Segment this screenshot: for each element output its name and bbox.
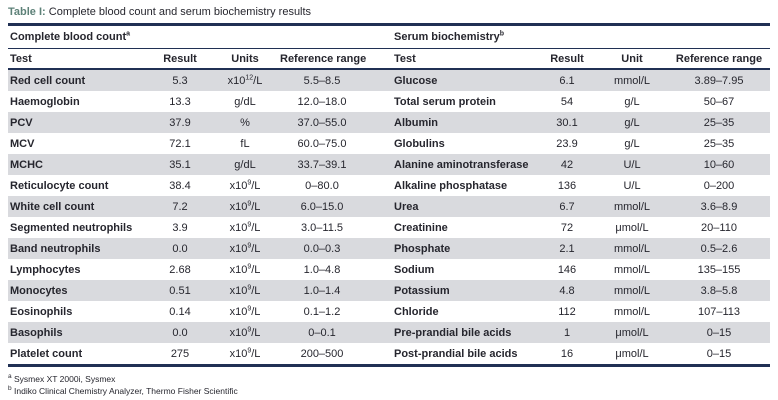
reference-range-cell: 200–500: [300, 347, 344, 360]
unit-cell: $x10^9/L$: [229, 304, 261, 318]
unit-exponent: 9: [247, 262, 252, 270]
col-header-refrange-left: Reference range: [280, 52, 367, 65]
unit-cell: U/L: [623, 158, 641, 171]
unit-exponent: 9: [247, 241, 252, 249]
reference-range-cell: 1.0–4.8: [303, 263, 341, 276]
unit-cell: $x10^9/L$: [229, 346, 261, 360]
unit-exponent: 9: [247, 178, 252, 186]
unit-cell: $x10^9/L$: [229, 199, 261, 213]
result-cell: 6.7: [559, 200, 575, 213]
test-name-cell: Urea: [394, 200, 419, 213]
unit-cell: μmol/L: [615, 347, 649, 360]
unit-exponent: 9: [247, 283, 252, 291]
test-name-cell: Reticulocyte count: [10, 179, 109, 192]
table-row: [8, 70, 770, 91]
footnote-a-text: Sysmex XT 2000i, Sysmex: [14, 374, 116, 384]
unit-cell: g/dL: [234, 95, 256, 108]
col-header-test-left: Test: [10, 52, 32, 65]
test-name-cell: Alkaline phosphatase: [394, 179, 508, 192]
col-header-test-right: Test: [394, 52, 416, 65]
table-row: [8, 175, 770, 196]
test-name-cell: Chloride: [394, 305, 439, 318]
result-cell: 54: [560, 95, 574, 108]
unit-cell: fL: [240, 137, 250, 150]
result-cell: 37.9: [169, 116, 191, 129]
unit-cell: mmol/L: [613, 263, 651, 276]
test-name-cell: Phosphate: [394, 242, 451, 255]
table-row: [8, 259, 770, 280]
unit-cell: $x10^9/L$: [229, 220, 261, 234]
col-header-result-left: Result: [163, 52, 197, 65]
result-cell: 7.2: [172, 200, 188, 213]
result-cell: 146: [557, 263, 577, 276]
table-title: [8, 5, 770, 20]
reference-range-cell: 12.0–18.0: [297, 95, 347, 108]
result-cell: 72.1: [169, 137, 191, 150]
reference-range-cell: 60.0–75.0: [297, 137, 347, 150]
reference-range-cell: 0–80.0: [305, 179, 339, 192]
reference-range-cell: 25–35: [703, 116, 735, 129]
result-cell: 23.9: [556, 137, 578, 150]
reference-range-cell: 3.89–7.95: [694, 74, 744, 87]
test-name-cell: Sodium: [394, 263, 435, 276]
test-name-cell: PCV: [10, 116, 33, 129]
unit-exponent: 9: [247, 325, 252, 333]
test-name-cell: Potassium: [394, 284, 450, 297]
table-row: [8, 112, 770, 133]
unit-cell: μmol/L: [615, 326, 649, 339]
test-name-cell: White cell count: [10, 200, 95, 213]
table-row: [8, 196, 770, 217]
unit-cell: $x10^9/L$: [229, 262, 261, 276]
reference-range-cell: 135–155: [697, 263, 741, 276]
footnote-b-marker: b: [8, 385, 12, 393]
bottom-rule: [8, 364, 770, 367]
footnote-a: [8, 373, 770, 385]
test-name-cell: Segmented neutrophils: [10, 221, 133, 234]
result-cell: 42: [560, 158, 574, 171]
test-name-cell: Platelet count: [10, 347, 83, 360]
unit-cell: mmol/L: [613, 200, 651, 213]
result-cell: 2.68: [169, 263, 191, 276]
footnote-b-text: Indiko Clinical Chemistry Analyzer, Thermo Fisher Scientific: [14, 386, 238, 396]
reference-range-cell: 0–15: [706, 326, 732, 339]
reference-range-cell: 3.0–11.5: [300, 221, 343, 234]
unit-cell: $x10^{12}/L$: [227, 73, 263, 87]
col-header-units-left: Units: [231, 52, 259, 65]
reference-range-cell: 3.6–8.9: [700, 200, 738, 213]
result-cell: 136: [557, 179, 577, 192]
reference-range-cell: 25–35: [703, 137, 735, 150]
table-row: [8, 280, 770, 301]
reference-range-cell: 10–60: [703, 158, 735, 171]
table-row: [8, 343, 770, 364]
table-row: [8, 133, 770, 154]
section-header-cbc: [8, 31, 364, 43]
test-name-cell: Alanine aminotransferase: [394, 158, 529, 171]
cbc-section-title: Complete blood count: [10, 31, 127, 43]
result-cell: 35.1: [169, 158, 191, 171]
table-title-text: Complete blood count and serum biochemistry results: [48, 6, 312, 18]
table-row: [8, 322, 770, 343]
serum-section-footnote-marker: b: [499, 30, 505, 38]
section-header-serum: [392, 31, 770, 43]
reference-range-cell: 0.1–1.2: [303, 305, 341, 318]
table-row: [8, 154, 770, 175]
test-name-cell: Globulins: [394, 137, 445, 150]
col-header-refrange-right: Reference range: [675, 52, 763, 65]
test-name-cell: Eosinophils: [10, 305, 73, 318]
test-name-cell: Band neutrophils: [10, 242, 101, 255]
result-cell: 4.8: [559, 284, 575, 297]
reference-range-cell: 1.0–1.4: [303, 284, 341, 297]
unit-cell: mmol/L: [613, 242, 651, 255]
table-number-label: Table I:: [8, 6, 46, 18]
reference-range-cell: 37.0–55.0: [297, 116, 347, 129]
reference-range-cell: 33.7–39.1: [297, 158, 347, 171]
unit-cell: g/L: [624, 137, 640, 150]
result-cell: 0.0: [172, 326, 188, 339]
reference-range-cell: 0.5–2.6: [700, 242, 738, 255]
result-cell: 2.1: [559, 242, 575, 255]
unit-cell: mmol/L: [613, 74, 651, 87]
cbc-section-footnote-marker: a: [126, 30, 131, 38]
test-name-cell: Basophils: [10, 326, 63, 339]
result-cell: 0.0: [172, 242, 188, 255]
result-cell: 16: [560, 347, 574, 360]
test-name-cell: MCV: [10, 137, 35, 150]
reference-range-cell: 107–113: [697, 305, 740, 318]
test-name-cell: Haemoglobin: [10, 95, 80, 108]
reference-range-cell: 20–110: [701, 221, 737, 234]
reference-range-cell: 6.0–15.0: [300, 200, 344, 213]
unit-cell: $x10^9/L$: [229, 178, 261, 192]
result-cell: 0.51: [169, 284, 191, 297]
unit-exponent: 12: [245, 73, 254, 81]
table-row: [8, 238, 770, 259]
unit-cell: mmol/L: [613, 284, 651, 297]
result-cell: 38.4: [169, 179, 191, 192]
col-header-unit-right: Unit: [621, 52, 643, 65]
unit-cell: μmol/L: [615, 221, 649, 234]
unit-exponent: 9: [247, 220, 252, 228]
footnotes: [8, 373, 770, 397]
result-cell: 112: [558, 305, 576, 318]
result-cell: 1: [563, 326, 571, 339]
test-name-cell: Post-prandial bile acids: [394, 347, 518, 360]
unit-exponent: 9: [247, 304, 252, 312]
table-row: [8, 301, 770, 322]
test-name-cell: Pre-prandial bile acids: [394, 326, 512, 339]
result-cell: 13.3: [169, 95, 191, 108]
result-cell: 30.1: [556, 116, 578, 129]
test-name-cell: Monocytes: [10, 284, 68, 297]
test-name-cell: MCHC: [10, 158, 43, 171]
test-name-cell: Red cell count: [10, 74, 86, 87]
table-body: [8, 70, 770, 364]
serum-section-title: Serum biochemistry: [394, 31, 500, 43]
result-cell: 72: [560, 221, 574, 234]
reference-range-cell: 0–0.1: [308, 326, 336, 339]
test-name-cell: Creatinine: [394, 221, 448, 234]
unit-cell: g/dL: [234, 158, 256, 171]
unit-cell: $x10^9/L$: [229, 283, 261, 297]
unit-cell: g/L: [624, 95, 640, 108]
reference-range-cell: 0.0–0.3: [303, 242, 341, 255]
reference-range-cell: 0–15: [706, 347, 732, 360]
reference-range-cell: 5.5–8.5: [303, 74, 341, 87]
column-header-row: [8, 49, 770, 68]
result-cell: 275: [170, 347, 190, 360]
unit-exponent: 9: [247, 346, 252, 354]
reference-range-cell: 3.8–5.8: [700, 284, 738, 297]
footnote-b: [8, 385, 770, 397]
result-cell: 3.9: [172, 221, 188, 234]
unit-cell: $x10^9/L$: [229, 241, 261, 255]
footnote-a-marker: a: [8, 373, 12, 381]
table-row: [8, 217, 770, 238]
section-header-row: [8, 26, 770, 48]
result-cell: 5.3: [172, 74, 188, 87]
test-name-cell: Lymphocytes: [10, 263, 81, 276]
test-name-cell: Total serum protein: [394, 95, 496, 108]
unit-cell: U/L: [623, 179, 641, 192]
unit-cell: mmol/L: [613, 305, 651, 318]
unit-cell: g/L: [624, 116, 640, 129]
test-name-cell: Glucose: [394, 74, 438, 87]
unit-cell: $x10^9/L$: [229, 325, 261, 339]
result-cell: 0.14: [169, 305, 191, 318]
result-cell: 6.1: [559, 74, 575, 87]
reference-range-cell: 50–67: [703, 95, 735, 108]
unit-cell: %: [240, 116, 250, 129]
test-name-cell: Albumin: [394, 116, 438, 129]
reference-range-cell: 0–200: [703, 179, 735, 192]
unit-exponent: 9: [247, 199, 252, 207]
col-header-result-right: Result: [550, 52, 584, 65]
table-row: [8, 91, 770, 112]
